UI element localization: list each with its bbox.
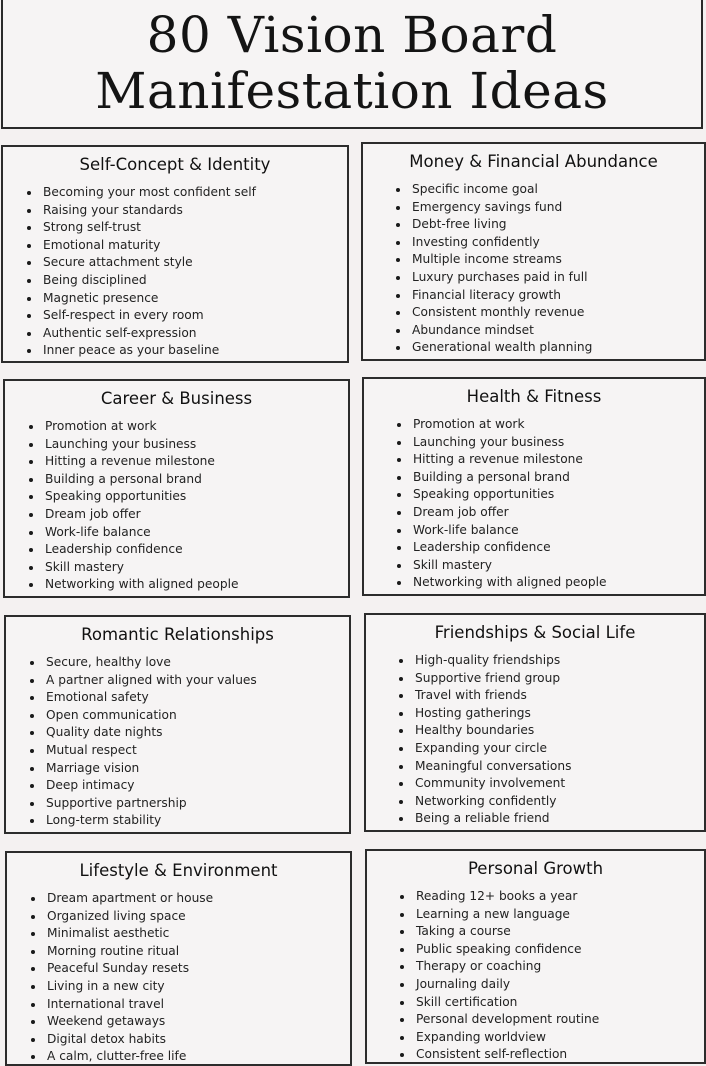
- list-item: Skill mastery: [27, 559, 238, 577]
- list-item: Healthy boundaries: [397, 722, 571, 740]
- list-item: Being disciplined: [25, 272, 256, 290]
- list-item: Taking a course: [398, 923, 599, 941]
- list-item: Long-term stability: [28, 812, 257, 830]
- list-item: Learning a new language: [398, 906, 599, 924]
- title-box: [1, 0, 703, 129]
- list-item: Building a personal brand: [27, 471, 238, 489]
- list-item: Marriage vision: [28, 760, 257, 778]
- section-list: [25, 184, 256, 360]
- section-heading: Lifestyle & Environment: [79, 861, 278, 880]
- list-item: Deep intimacy: [28, 777, 257, 795]
- list-item: Networking with aligned people: [27, 576, 238, 594]
- list-item: Multiple income streams: [394, 251, 592, 269]
- list-item: Being a reliable friend: [397, 810, 571, 828]
- list-item: Public speaking confidence: [398, 941, 599, 959]
- list-item: Consistent monthly revenue: [394, 304, 592, 322]
- list-item: Expanding worldview: [398, 1029, 599, 1047]
- list-item: Luxury purchases paid in full: [394, 269, 592, 287]
- section-heading: Self-Concept & Identity: [79, 155, 271, 174]
- list-item: Supportive friend group: [397, 670, 571, 688]
- list-item: Hosting gatherings: [397, 705, 571, 723]
- section-heading: Personal Growth: [467, 859, 604, 878]
- list-item: Financial literacy growth: [394, 287, 592, 305]
- list-item: Networking with aligned people: [395, 574, 606, 592]
- section-heading: Money & Financial Abundance: [409, 152, 658, 171]
- list-item: Secure, healthy love: [28, 654, 257, 672]
- list-item: Mutual respect: [28, 742, 257, 760]
- section-heading: Health & Fitness: [466, 387, 602, 406]
- list-item: Promotion at work: [27, 418, 238, 436]
- list-item: Promotion at work: [395, 416, 606, 434]
- page-title-line-1: 80 Vision Board: [146, 5, 558, 64]
- list-item: Supportive partnership: [28, 795, 257, 813]
- section-list: [394, 181, 592, 357]
- list-item: Journaling daily: [398, 976, 599, 994]
- section-list: [27, 418, 238, 594]
- list-item: Launching your business: [27, 436, 238, 454]
- list-item: A calm, clutter-free life: [29, 1048, 213, 1066]
- list-item: Specific income goal: [394, 181, 592, 199]
- list-item: Speaking opportunities: [27, 488, 238, 506]
- list-item: Hitting a revenue milestone: [395, 451, 606, 469]
- list-item: Raising your standards: [25, 202, 256, 220]
- list-item: Peaceful Sunday resets: [29, 960, 213, 978]
- list-item: Emotional safety: [28, 689, 257, 707]
- list-item: Abundance mindset: [394, 322, 592, 340]
- section-card: [1, 145, 349, 363]
- section-card: [5, 851, 352, 1066]
- section-heading: Romantic Relationships: [81, 625, 274, 644]
- list-item: Inner peace as your baseline: [25, 342, 256, 360]
- list-item: International travel: [29, 996, 213, 1014]
- list-item: Quality date nights: [28, 724, 257, 742]
- list-item: Reading 12+ books a year: [398, 888, 599, 906]
- list-item: Becoming your most confident self: [25, 184, 256, 202]
- list-item: Emergency savings fund: [394, 199, 592, 217]
- list-item: Debt-free living: [394, 216, 592, 234]
- list-item: Networking confidently: [397, 793, 571, 811]
- list-item: Leadership confidence: [27, 541, 238, 559]
- section-card: [3, 379, 350, 598]
- list-item: Self-respect in every room: [25, 307, 256, 325]
- list-item: Open communication: [28, 707, 257, 725]
- list-item: Morning routine ritual: [29, 943, 213, 961]
- list-item: Dream apartment or house: [29, 890, 213, 908]
- section-list: [28, 654, 257, 830]
- page-title-line-2: Manifestation Ideas: [95, 61, 609, 120]
- list-item: Digital detox habits: [29, 1031, 213, 1049]
- list-item: Skill certification: [398, 994, 599, 1012]
- list-item: Consistent self-reflection: [398, 1046, 599, 1064]
- list-item: A partner aligned with your values: [28, 672, 257, 690]
- list-item: Expanding your circle: [397, 740, 571, 758]
- list-item: Dream job offer: [395, 504, 606, 522]
- list-item: Speaking opportunities: [395, 486, 606, 504]
- section-list: [395, 416, 606, 592]
- list-item: Generational wealth planning: [394, 339, 592, 357]
- list-item: Meaningful conversations: [397, 758, 571, 776]
- list-item: Hitting a revenue milestone: [27, 453, 238, 471]
- list-item: Dream job offer: [27, 506, 238, 524]
- list-item: Secure attachment style: [25, 254, 256, 272]
- section-heading: Career & Business: [100, 389, 253, 408]
- section-card: [361, 142, 706, 361]
- section-list: [397, 652, 571, 828]
- list-item: Minimalist aesthetic: [29, 925, 213, 943]
- list-item: Magnetic presence: [25, 290, 256, 308]
- list-item: Emotional maturity: [25, 237, 256, 255]
- list-item: Authentic self-expression: [25, 325, 256, 343]
- list-item: Strong self-trust: [25, 219, 256, 237]
- list-item: Skill mastery: [395, 557, 606, 575]
- section-card: [4, 615, 351, 834]
- list-item: Community involvement: [397, 775, 571, 793]
- section-list: [29, 890, 213, 1066]
- list-item: Work-life balance: [395, 522, 606, 540]
- list-item: Therapy or coaching: [398, 958, 599, 976]
- list-item: Weekend getaways: [29, 1013, 213, 1031]
- list-item: Launching your business: [395, 434, 606, 452]
- section-card: [362, 377, 706, 596]
- section-heading: Friendships & Social Life: [434, 623, 636, 642]
- list-item: Personal development routine: [398, 1011, 599, 1029]
- list-item: Leadership confidence: [395, 539, 606, 557]
- list-item: Building a personal brand: [395, 469, 606, 487]
- section-card: [364, 613, 706, 832]
- list-item: Work-life balance: [27, 524, 238, 542]
- list-item: Organized living space: [29, 908, 213, 926]
- list-item: Living in a new city: [29, 978, 213, 996]
- section-card: [365, 849, 706, 1064]
- list-item: High-quality friendships: [397, 652, 571, 670]
- list-item: Travel with friends: [397, 687, 571, 705]
- section-list: [398, 888, 599, 1064]
- list-item: Investing confidently: [394, 234, 592, 252]
